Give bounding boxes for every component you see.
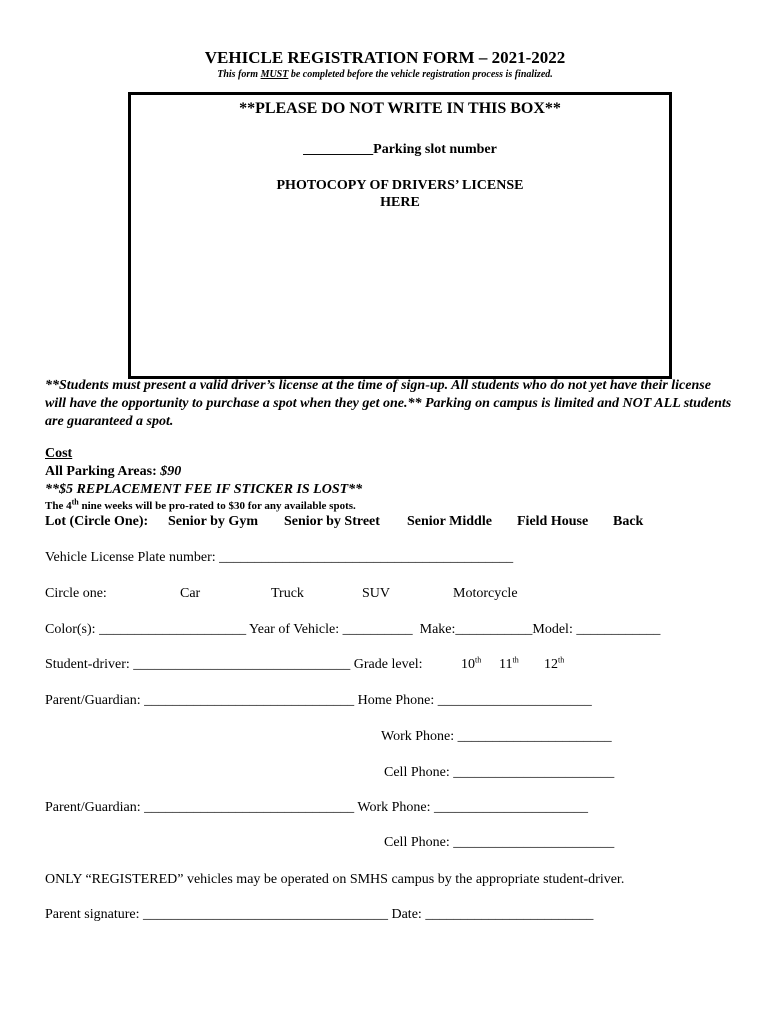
guardian1-home-field[interactable]: ______________________ [437,693,592,708]
plate-field[interactable]: __________________________________________ [219,550,514,565]
registered-notice: ONLY “REGISTERED” vehicles may be operated on SMHS campus by the appropriate student-driver. [45,872,625,887]
guardian2-work-label: Work Phone: [354,800,435,815]
all-areas-label: All Parking Areas: [45,464,161,479]
subtitle-must: MUST [260,69,289,80]
vehicle-type-car[interactable]: Car [180,586,201,601]
student-row [45,657,423,673]
grade-10-sup: th [475,655,482,665]
photocopy-label-line1: PHOTOCOPY OF DRIVERS’ LICENSE [276,178,524,193]
guardian1-work-row [381,729,612,745]
lot-label: Lot (Circle One): [45,514,149,529]
grade-10-num: 10 [461,657,475,672]
plate-row [45,550,513,566]
grade-11-sup: th [512,655,519,665]
vehicle-type-truck[interactable]: Truck [271,586,304,601]
guardian1-work-label: Work Phone: [381,729,458,744]
grade-12-sup: th [558,655,565,665]
vehicle-type-label: Circle one: [45,586,107,601]
prorate-post: nine weeks will be pro-rated to $30 for any available spots. [78,500,356,512]
lot-option-senior-street[interactable]: Senior by Street [284,514,380,529]
student-label: Student-driver: [45,657,134,672]
all-areas-price: $90 [160,464,182,479]
subtitle-pre: This form [217,69,261,80]
year-label: Year of Vehicle: [246,622,343,637]
office-box-heading: **PLEASE DO NOT WRITE IN THIS BOX** [239,100,561,117]
form-title: VEHICLE REGISTRATION FORM – 2021-2022 [204,48,566,67]
subtitle-post: be completed before the vehicle registration process is finalized. [288,69,553,80]
grade-11-num: 11 [499,657,513,672]
lot-option-back[interactable]: Back [613,514,644,529]
replacement-fee: **$5 REPLACEMENT FEE IF STICKER IS LOST** [45,482,363,497]
color-field[interactable]: _____________________ [99,622,247,637]
office-use-box [128,92,672,379]
vehicle-details-row [45,622,660,638]
model-field[interactable]: ____________ [576,622,661,637]
guardian2-work-field[interactable]: ______________________ [434,800,589,815]
guardian1-cell-row [384,765,614,781]
lot-option-field-house[interactable]: Field House [517,514,589,529]
guardian1-cell-label: Cell Phone: [384,765,454,780]
make-field[interactable]: ___________ [455,622,533,637]
grade-option-12[interactable] [544,657,564,673]
grade-option-11[interactable] [499,657,519,673]
plate-label: Vehicle License Plate number: [45,550,220,565]
all-areas-cost [45,464,181,480]
guardian1-home-label: Home Phone: [354,693,438,708]
year-field[interactable]: __________ [342,622,413,637]
photocopy-label-line2: HERE [380,195,420,210]
make-label: Make: [412,622,456,637]
grade-12-num: 12 [544,657,558,672]
prorate-sup: th [71,497,79,507]
guardian1-row [45,693,592,709]
date-label: Date: [387,907,426,922]
guardian1-work-field[interactable]: ______________________ [457,729,612,744]
guardian2-cell-field[interactable]: _______________________ [453,835,615,850]
guardian2-row [45,800,588,816]
guardian1-name-field[interactable]: ______________________________ [144,693,355,708]
vehicle-type-motorcycle[interactable]: Motorcycle [453,586,518,601]
prorate-note [45,497,356,512]
guardian2-cell-row [384,835,614,851]
grade-label: Grade level: [350,657,423,672]
guardian1-label: Parent/Guardian: [45,693,145,708]
lot-option-senior-middle[interactable]: Senior Middle [407,514,492,529]
prorate-pre: The 4 [45,500,72,512]
color-label: Color(s): [45,622,100,637]
student-name-field[interactable]: _______________________________ [133,657,351,672]
signature-row [45,907,593,923]
guardian2-label: Parent/Guardian: [45,800,145,815]
guardian2-name-field[interactable]: ______________________________ [144,800,355,815]
grade-option-10[interactable] [461,657,481,673]
cost-heading: Cost [45,446,73,461]
vehicle-type-suv[interactable]: SUV [362,586,391,601]
date-field[interactable]: ________________________ [425,907,594,922]
signature-field[interactable]: ___________________________________ [142,907,388,922]
form-subtitle [0,69,770,80]
signature-label: Parent signature: [45,907,143,922]
parking-slot-line[interactable]: __________Parking slot number [303,142,497,157]
lot-option-senior-gym[interactable]: Senior by Gym [168,514,258,529]
model-label: Model: [532,622,577,637]
guardian1-cell-field[interactable]: _______________________ [453,765,615,780]
guardian2-cell-label: Cell Phone: [384,835,454,850]
license-notice: **Students must present a valid driver’s license at the time of sign-up. All students who do not yet have their license will have the opportunity to purchase a spot when they get one.** Parking on campus is limited and NOT ALL students are guaranteed a spot. [45,378,732,429]
